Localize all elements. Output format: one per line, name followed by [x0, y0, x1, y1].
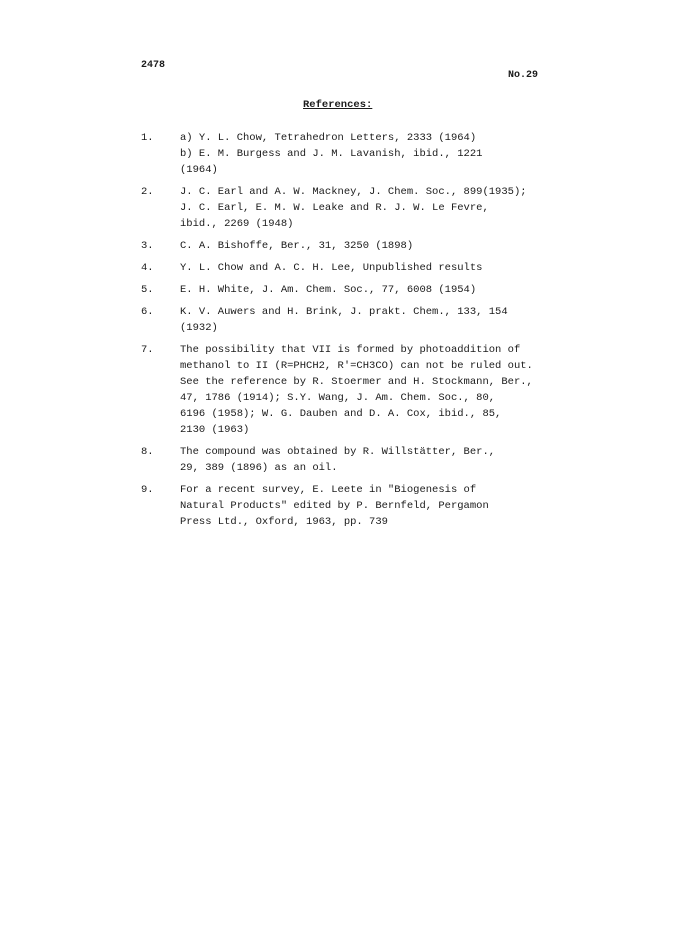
- reference-line: K. V. Auwers and H. Brink, J. prakt. Chem., 133, 154: [180, 306, 508, 318]
- reference-line: E. H. White, J. Am. Chem. Soc., 77, 6008 (1954): [180, 284, 477, 296]
- reference-line: J. C. Earl and A. W. Mackney, J. Chem. Soc., 899(1935);: [180, 186, 527, 198]
- reference-line: (1964): [180, 164, 218, 176]
- reference-text: [180, 238, 541, 254]
- reference-number: 7.: [141, 344, 154, 356]
- reference-item: [141, 260, 541, 276]
- reference-number: 9.: [141, 484, 154, 496]
- reference-item: [141, 342, 541, 438]
- reference-line: 2130 (1963): [180, 424, 250, 436]
- reference-line: The compound was obtained by R. Willstätter, Ber.,: [180, 446, 496, 458]
- reference-number: 5.: [141, 284, 154, 296]
- reference-number: 3.: [141, 240, 154, 252]
- reference-line: Y. L. Chow and A. C. H. Lee, Unpublished results: [180, 262, 483, 274]
- reference-line: 47, 1786 (1914); S.Y. Wang, J. Am. Chem. Soc., 80,: [180, 392, 496, 404]
- reference-text: [180, 482, 541, 530]
- reference-text: [180, 260, 541, 276]
- reference-line: (1932): [180, 322, 218, 334]
- reference-line: b) E. M. Burgess and J. M. Lavanish, ibid., 1221: [180, 148, 483, 160]
- reference-list: [141, 130, 541, 536]
- reference-line: methanol to II (R=PHCH2, R'=CH3CO) can not be ruled out.: [180, 360, 533, 372]
- reference-line: Natural Products" edited by P. Bernfeld, Pergamon: [180, 500, 489, 512]
- reference-line: See the reference by R. Stoermer and H. Stockmann, Ber.,: [180, 376, 533, 388]
- reference-line: Press Ltd., Oxford, 1963, pp. 739: [180, 516, 388, 528]
- reference-text: [180, 282, 541, 298]
- reference-item: [141, 184, 541, 232]
- reference-number: 6.: [141, 306, 154, 318]
- reference-number: 8.: [141, 446, 154, 458]
- reference-line: J. C. Earl, E. M. W. Leake and R. J. W. Le Fevre,: [180, 202, 489, 214]
- reference-item: [141, 304, 541, 336]
- journal-number: No.29: [508, 70, 539, 81]
- reference-line: For a recent survey, E. Leete in "Biogenesis of: [180, 484, 477, 496]
- reference-item: [141, 444, 541, 476]
- reference-line: a) Y. L. Chow, Tetrahedron Letters, 2333 (1964): [180, 132, 477, 144]
- reference-number: 1.: [141, 132, 154, 144]
- reference-text: [180, 304, 541, 336]
- reference-line: C. A. Bishoffe, Ber., 31, 3250 (1898): [180, 240, 414, 252]
- reference-item: [141, 130, 541, 178]
- reference-line: The possibility that VII is formed by photoaddition of: [180, 344, 521, 356]
- reference-text: [180, 130, 541, 178]
- reference-line: 29, 389 (1896) as an oil.: [180, 462, 338, 474]
- reference-item: [141, 238, 541, 254]
- references-heading: References:: [303, 99, 373, 111]
- reference-line: 6196 (1958); W. G. Dauben and D. A. Cox, ibid., 85,: [180, 408, 502, 420]
- reference-text: [180, 342, 541, 438]
- reference-item: [141, 482, 541, 530]
- reference-text: [180, 444, 541, 476]
- reference-number: 2.: [141, 186, 154, 198]
- reference-line: ibid., 2269 (1948): [180, 218, 294, 230]
- reference-text: [180, 184, 541, 232]
- reference-number: 4.: [141, 262, 154, 274]
- page-number: 2478: [141, 60, 166, 71]
- reference-item: [141, 282, 541, 298]
